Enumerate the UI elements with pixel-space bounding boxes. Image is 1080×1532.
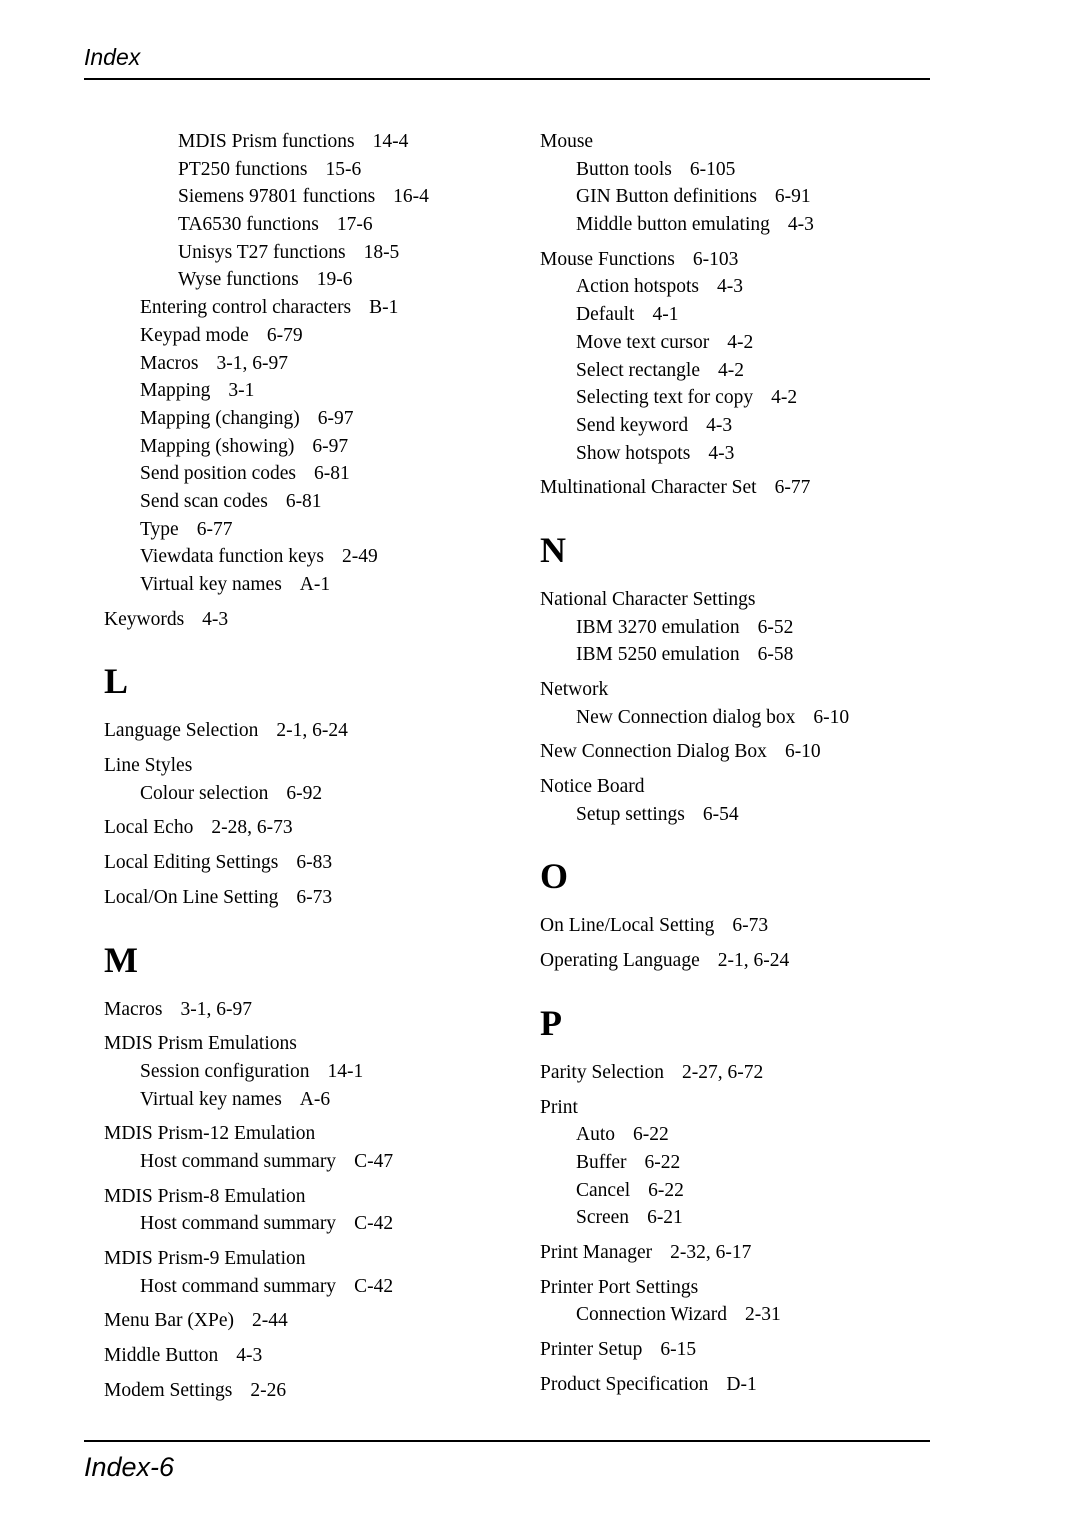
entry-pages: C-47 [354, 1150, 394, 1172]
index-entry [540, 1094, 970, 1122]
index-entry [540, 357, 970, 385]
entry-text: Type [140, 518, 179, 540]
index-group [104, 606, 534, 634]
entry-text: Setup settings [576, 803, 685, 825]
entry-text: MDIS Prism-12 Emulation [104, 1123, 316, 1145]
entry-text: Mouse Functions [540, 248, 675, 270]
index-entry [104, 294, 534, 322]
index-entry [540, 156, 970, 184]
entry-text: Keypad mode [140, 324, 249, 346]
entry-text: Print [540, 1096, 578, 1118]
entry-pages: 2-1, 6-24 [276, 720, 348, 742]
section-letter: P [540, 1002, 562, 1043]
entry-text: National Character Settings [540, 588, 756, 610]
section-letter: O [540, 856, 569, 897]
entry-pages: 2-26 [250, 1379, 287, 1401]
index-entry [540, 1204, 970, 1232]
entry-pages: 6-52 [757, 616, 794, 638]
entry-text: Colour selection [140, 782, 269, 804]
entry-pages: 4-2 [717, 359, 744, 381]
index-entry [104, 1148, 534, 1176]
index-entry [104, 996, 534, 1024]
index-entry [104, 780, 534, 808]
entry-text: Mapping (changing) [140, 407, 300, 429]
entry-text: Printer Setup [540, 1339, 643, 1360]
index-entry [104, 350, 534, 378]
index-entry [540, 641, 970, 669]
entry-text: Select rectangle [576, 359, 700, 381]
entry-text: Send position codes [140, 463, 296, 485]
page-footer-label: Index-6 [84, 1452, 175, 1482]
entry-text: MDIS Prism Emulations [104, 1033, 297, 1055]
entry-pages: 2-27, 6-72 [682, 1061, 764, 1083]
entry-text: Printer Port Settings [540, 1276, 699, 1298]
entry-text: Default [576, 304, 635, 326]
index-entry [104, 1210, 534, 1238]
entry-text: MDIS Prism functions [178, 131, 355, 152]
entry-text: Local Editing Settings [104, 852, 279, 874]
index-entry [540, 1121, 970, 1149]
index-entry [540, 1301, 970, 1329]
index-entry [104, 239, 534, 267]
index-entry [104, 322, 534, 350]
index-group [540, 1239, 970, 1267]
entry-text: Button tools [576, 158, 672, 180]
index-entry [104, 211, 534, 239]
entry-pages: 3-1, 6-97 [180, 998, 252, 1020]
index-entry [540, 273, 970, 301]
index-entry [104, 1245, 534, 1273]
index-group [540, 246, 970, 468]
entry-text: Siemens 97801 functions [178, 186, 376, 208]
entry-pages: 4-3 [716, 276, 743, 298]
index-entry [540, 1059, 970, 1087]
index-group [540, 1094, 970, 1232]
entry-text: On Line/Local Setting [540, 915, 715, 937]
index-group [104, 1245, 534, 1300]
entry-text: Menu Bar (XPe) [104, 1310, 234, 1332]
index-entry [540, 738, 970, 766]
index-entry [540, 440, 970, 468]
entry-text: Host command summary [140, 1213, 337, 1235]
index-entry [540, 614, 970, 642]
entry-pages: 2-49 [342, 546, 378, 568]
entry-text: MDIS Prism-8 Emulation [104, 1185, 306, 1207]
index-entry [104, 1120, 534, 1148]
entry-pages: 4-3 [706, 414, 733, 436]
index-group [104, 884, 534, 912]
entry-text: GIN Button definitions [576, 186, 757, 208]
entry-text: Move text cursor [576, 331, 710, 353]
entry-pages: 6-79 [266, 324, 303, 346]
entry-text: Buffer [576, 1151, 627, 1173]
entry-text: MDIS Prism-9 Emulation [104, 1248, 306, 1269]
index-entry [104, 1307, 534, 1335]
entry-pages: 3-1, 6-97 [216, 352, 288, 374]
entry-pages: 6-103 [692, 248, 739, 270]
entry-text: Print Manager [540, 1241, 653, 1263]
entry-text: Mouse [540, 131, 594, 152]
entry-pages: 6-22 [648, 1179, 684, 1201]
entry-pages: 3-1 [228, 380, 255, 402]
index-entry [104, 405, 534, 433]
index-entry [104, 488, 534, 516]
entry-text: Viewdata function keys [140, 546, 325, 568]
index-group [540, 1371, 970, 1399]
entry-pages: A-1 [299, 574, 331, 595]
index-entry [540, 1371, 970, 1399]
entry-text: Show hotspots [576, 442, 691, 464]
entry-pages: 4-2 [771, 387, 798, 409]
entry-text: PT250 functions [178, 158, 308, 180]
entry-pages: 2-1, 6-24 [717, 950, 790, 972]
entry-text: Action hotspots [576, 276, 699, 298]
entry-text: Keywords [104, 608, 185, 630]
entry-text: Local/On Line Setting [104, 886, 279, 908]
entry-text: Line Styles [104, 755, 193, 777]
entry-pages: 6-22 [633, 1124, 669, 1146]
section-letter: L [104, 661, 129, 702]
index-group [540, 773, 970, 828]
entry-text: Network [540, 679, 609, 700]
index-entry [104, 571, 534, 599]
entry-pages: 6-105 [689, 158, 736, 180]
index-entry [540, 1149, 970, 1177]
entry-pages: 6-21 [647, 1207, 683, 1229]
index-entry [104, 433, 534, 461]
index-entry [540, 1239, 970, 1267]
entry-pages: 6-83 [296, 852, 333, 874]
entry-text: Connection Wizard [576, 1304, 728, 1326]
entry-text: New Connection Dialog Box [540, 741, 767, 763]
entry-text: Auto [576, 1124, 615, 1146]
index-group [104, 717, 534, 745]
index-entry [104, 849, 534, 877]
index-entry [540, 384, 970, 412]
entry-text: Send keyword [576, 414, 689, 436]
entry-text: Host command summary [140, 1275, 337, 1297]
entry-pages: 6-77 [196, 518, 233, 540]
index-entry [540, 801, 970, 829]
entry-text: Modem Settings [104, 1379, 233, 1401]
index-group [540, 947, 970, 975]
index-group [104, 752, 534, 807]
entry-text: New Connection dialog box [576, 706, 796, 728]
entry-pages: D-1 [726, 1373, 757, 1395]
index-entry [540, 947, 970, 975]
entry-text: Macros [140, 352, 199, 374]
entry-text: Parity Selection [540, 1061, 665, 1083]
entry-text: Cancel [576, 1179, 631, 1201]
entry-text: Selecting text for copy [576, 387, 754, 409]
index-entry [540, 773, 970, 801]
entry-pages: 2-28, 6-73 [211, 817, 293, 839]
index-group [540, 1059, 970, 1087]
entry-text: Unisys T27 functions [178, 241, 346, 263]
entry-pages: C-42 [354, 1213, 394, 1235]
entry-pages: 6-10 [813, 706, 850, 728]
index-entry [104, 814, 534, 842]
footer-rule [84, 1440, 930, 1442]
entry-text: Wyse functions [178, 269, 299, 291]
index-group [540, 676, 970, 731]
index-group [540, 128, 970, 239]
index-group [104, 996, 534, 1024]
entry-text: Virtual key names [140, 574, 282, 595]
entry-text: Product Specification [540, 1373, 709, 1395]
index-entry [540, 301, 970, 329]
index-group [540, 474, 970, 502]
entry-pages: 4-3 [708, 442, 735, 464]
index-entry [540, 912, 970, 940]
index-entry [104, 1058, 534, 1086]
entry-pages: 19-6 [316, 269, 353, 291]
index-entry [540, 211, 970, 239]
page-header-title: Index [84, 44, 141, 70]
index-entry [104, 1183, 534, 1211]
entry-pages: 6-92 [286, 782, 323, 804]
index-group [104, 849, 534, 877]
entry-text: Mapping (showing) [140, 435, 295, 457]
entry-pages: 4-3 [787, 214, 814, 236]
index-entry [104, 752, 534, 780]
index-entry [104, 156, 534, 184]
section-letter: N [540, 529, 566, 570]
entry-pages: 14-1 [327, 1060, 364, 1082]
index-entry [104, 1342, 534, 1370]
index-entry [540, 1177, 970, 1205]
entry-text: Session configuration [140, 1060, 310, 1082]
index-group [104, 1030, 534, 1113]
index-group [540, 912, 970, 940]
entry-pages: 4-2 [727, 331, 754, 353]
index-group [540, 1274, 970, 1329]
entry-pages: B-1 [369, 297, 399, 319]
index-entry [104, 266, 534, 294]
index-entry [104, 884, 534, 912]
entry-text: Local Echo [104, 817, 194, 839]
index-entry [540, 183, 970, 211]
section-letter: M [104, 939, 138, 980]
entry-pages: 18-5 [363, 241, 400, 263]
index-entry [104, 1086, 534, 1114]
entry-text: Multinational Character Set [540, 477, 757, 499]
index-column-left [104, 128, 534, 1404]
entry-pages: 17-6 [336, 214, 373, 236]
index-group [104, 128, 534, 599]
entry-pages: 6-15 [660, 1339, 697, 1360]
header-rule [84, 78, 930, 80]
entry-pages: A-6 [299, 1088, 331, 1110]
entry-text: Middle Button [104, 1345, 219, 1367]
index-entry [540, 704, 970, 732]
entry-pages: 6-73 [732, 915, 769, 937]
entry-pages: 6-97 [312, 435, 349, 457]
entry-pages: 6-77 [774, 477, 811, 499]
entry-pages: 6-81 [314, 463, 350, 485]
index-entry [104, 1030, 534, 1058]
index-entry [540, 412, 970, 440]
entry-pages: 2-32, 6-17 [670, 1241, 752, 1263]
entry-pages: 2-44 [251, 1310, 288, 1332]
index-group [540, 586, 970, 669]
index-entry [104, 377, 534, 405]
entry-text: Macros [104, 998, 163, 1020]
index-entry [104, 543, 534, 571]
entry-text: Send scan codes [140, 490, 268, 512]
index-entry [104, 516, 534, 544]
index-entry [540, 128, 970, 156]
index-entry [540, 329, 970, 357]
entry-pages: 15-6 [325, 158, 362, 180]
index-entry [104, 460, 534, 488]
entry-pages: C-42 [354, 1275, 394, 1297]
entry-pages: 6-58 [757, 644, 794, 666]
entry-pages: 4-1 [652, 304, 679, 326]
index-entry [104, 606, 534, 634]
index-group [104, 1307, 534, 1335]
index-column-right [540, 128, 970, 1398]
index-entry [104, 717, 534, 745]
index-group [540, 738, 970, 766]
entry-text: Operating Language [540, 950, 700, 972]
entry-pages: 14-4 [372, 131, 409, 152]
entry-pages: 16-4 [393, 186, 429, 208]
entry-pages: 6-22 [644, 1151, 681, 1173]
entry-pages: 6-97 [317, 407, 354, 429]
entry-pages: 6-10 [784, 741, 821, 763]
entry-text: Entering control characters [140, 297, 352, 319]
index-group [104, 1183, 534, 1238]
index-entry [540, 1274, 970, 1302]
entry-pages: 2-31 [745, 1304, 781, 1326]
index-entry [540, 246, 970, 274]
entry-pages: 4-3 [202, 608, 229, 630]
entry-pages: 4-3 [236, 1345, 263, 1367]
index-group [104, 1342, 534, 1370]
entry-text: Screen [576, 1207, 630, 1229]
entry-pages: 6-73 [296, 886, 333, 908]
index-entry [540, 586, 970, 614]
index-group [104, 1377, 534, 1405]
index-entry [104, 1377, 534, 1405]
index-entry [104, 183, 534, 211]
entry-text: Language Selection [104, 720, 259, 742]
entry-text: Notice Board [540, 776, 645, 798]
entry-text: Mapping [140, 380, 211, 402]
entry-text: IBM 5250 emulation [576, 644, 740, 666]
entry-text: IBM 3270 emulation [576, 616, 740, 638]
entry-text: TA6530 functions [178, 214, 319, 236]
entry-pages: 6-91 [774, 186, 811, 208]
index-entry [540, 676, 970, 704]
entry-pages: 6-54 [702, 803, 739, 825]
index-entry [104, 128, 534, 156]
index-group [104, 814, 534, 842]
index-entry [540, 1336, 970, 1364]
index-group [540, 1336, 970, 1364]
entry-text: Virtual key names [140, 1088, 282, 1110]
index-entry [104, 1273, 534, 1301]
entry-pages: 6-81 [285, 490, 322, 512]
entry-text: Host command summary [140, 1150, 337, 1172]
entry-text: Middle button emulating [576, 214, 770, 236]
index-group [104, 1120, 534, 1175]
index-entry [540, 474, 970, 502]
